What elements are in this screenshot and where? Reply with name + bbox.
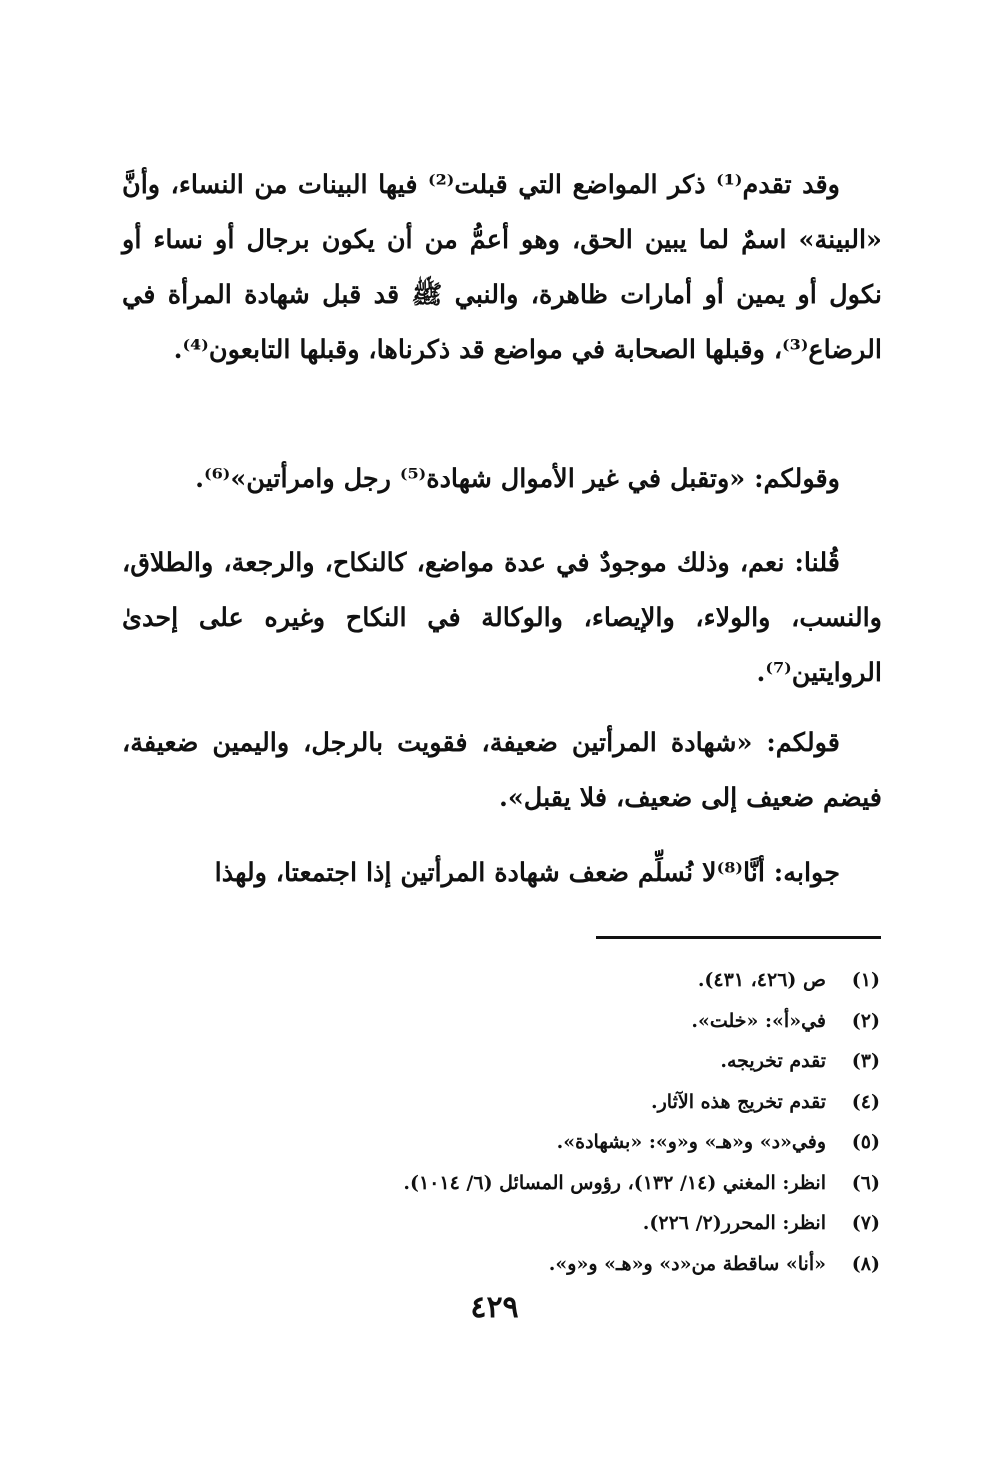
footnote-text: «أنا» ساقطة من«د» و«هـ» و«و». [548, 1252, 826, 1275]
footnote-number: (٢) [851, 1009, 880, 1032]
paragraph-quote-weak-testimony [122, 716, 882, 826]
footnote [120, 1244, 880, 1285]
footnote [120, 1082, 880, 1123]
footnote-text: انظر: المغني (١٤/ ١٣٢)، رؤوس المسائل (٦/ ١٠١٤). [403, 1171, 826, 1194]
footnote-divider [596, 936, 881, 939]
paragraph-quote-two-women [122, 452, 882, 507]
footnote-text: وفي«د» و«هـ» و«و»: «بشهادة». [556, 1131, 826, 1153]
footnote-number: (٣) [851, 1050, 880, 1072]
footnote [120, 960, 880, 1001]
paragraph-text: وقد تقدم⁽¹⁾ ذكر المواضع التي قبلت⁽²⁾ فيها البينات من النساء، وأنَّ «البينة» اسمٌ لما يبين الحق، وهو أعمُّ من أن يكون برجال أو نساء أو نكول أو يمين أو أمارات ظاهرة، والنبي ﷺ قد قبل شهادة المرأة في الرضاع⁽³⁾، وقبلها الصحابة في مواضع قد ذكرناها، وقبلها التابعون⁽⁴⁾. [122, 170, 882, 365]
paragraph-text: وقولكم: «وتقبل في غير الأموال شهادة⁽⁵⁾ رجل وامرأتين»⁽⁶⁾. [195, 464, 840, 494]
footnote [120, 1163, 880, 1204]
footnote-number: (٦) [851, 1171, 880, 1194]
footnote-number: (١) [851, 969, 880, 991]
footnote-text: في«أ»: «خلت». [691, 1009, 826, 1032]
paragraph-answer-yes [122, 536, 882, 701]
footnote [120, 1001, 880, 1042]
footnote-number: (٨) [851, 1252, 880, 1275]
footnote-number: (٤) [851, 1090, 880, 1113]
footnote-text: انظر: المحرر(٢/ ٢٢٦). [642, 1212, 826, 1234]
footnote [120, 1041, 880, 1082]
paragraph-text: قولكم: «شهادة المرأتين ضعيفة، فقويت بالرجل، واليمين ضعيفة، فيضم ضعيف إلى ضعيف، فلا يقبل». [122, 728, 882, 813]
paragraph-reply [122, 846, 882, 901]
footnote [120, 1122, 880, 1163]
footnote-text: تقدم تخريج هذه الآثار. [651, 1090, 826, 1113]
paragraph-text: قُلنا: نعم، وذلك موجودٌ في عدة مواضع، كالنكاح، والرجعة، والطلاق، والنسب، والولاء، والإيصاء، والوكالة في النكاح وغيره على إحدىٰ الروايتين⁽⁷⁾. [122, 548, 882, 688]
page-number: ٤٢٩ [470, 1290, 519, 1325]
paragraph-text: جوابه: أنَّا⁽⁸⁾لا نُسلِّم ضعف شهادة المرأتين إذا اجتمعتا، ولهذا [214, 858, 840, 888]
paragraph-evidence-of-women [122, 158, 882, 378]
footnote-number: (٥) [851, 1131, 880, 1153]
footnote-text: تقدم تخريجه. [720, 1050, 826, 1072]
footnote-text: ص (٤٢٦، ٤٣١). [697, 969, 826, 991]
footnote-number: (٧) [851, 1212, 880, 1234]
footnotes [120, 960, 880, 1284]
footnote [120, 1203, 880, 1244]
